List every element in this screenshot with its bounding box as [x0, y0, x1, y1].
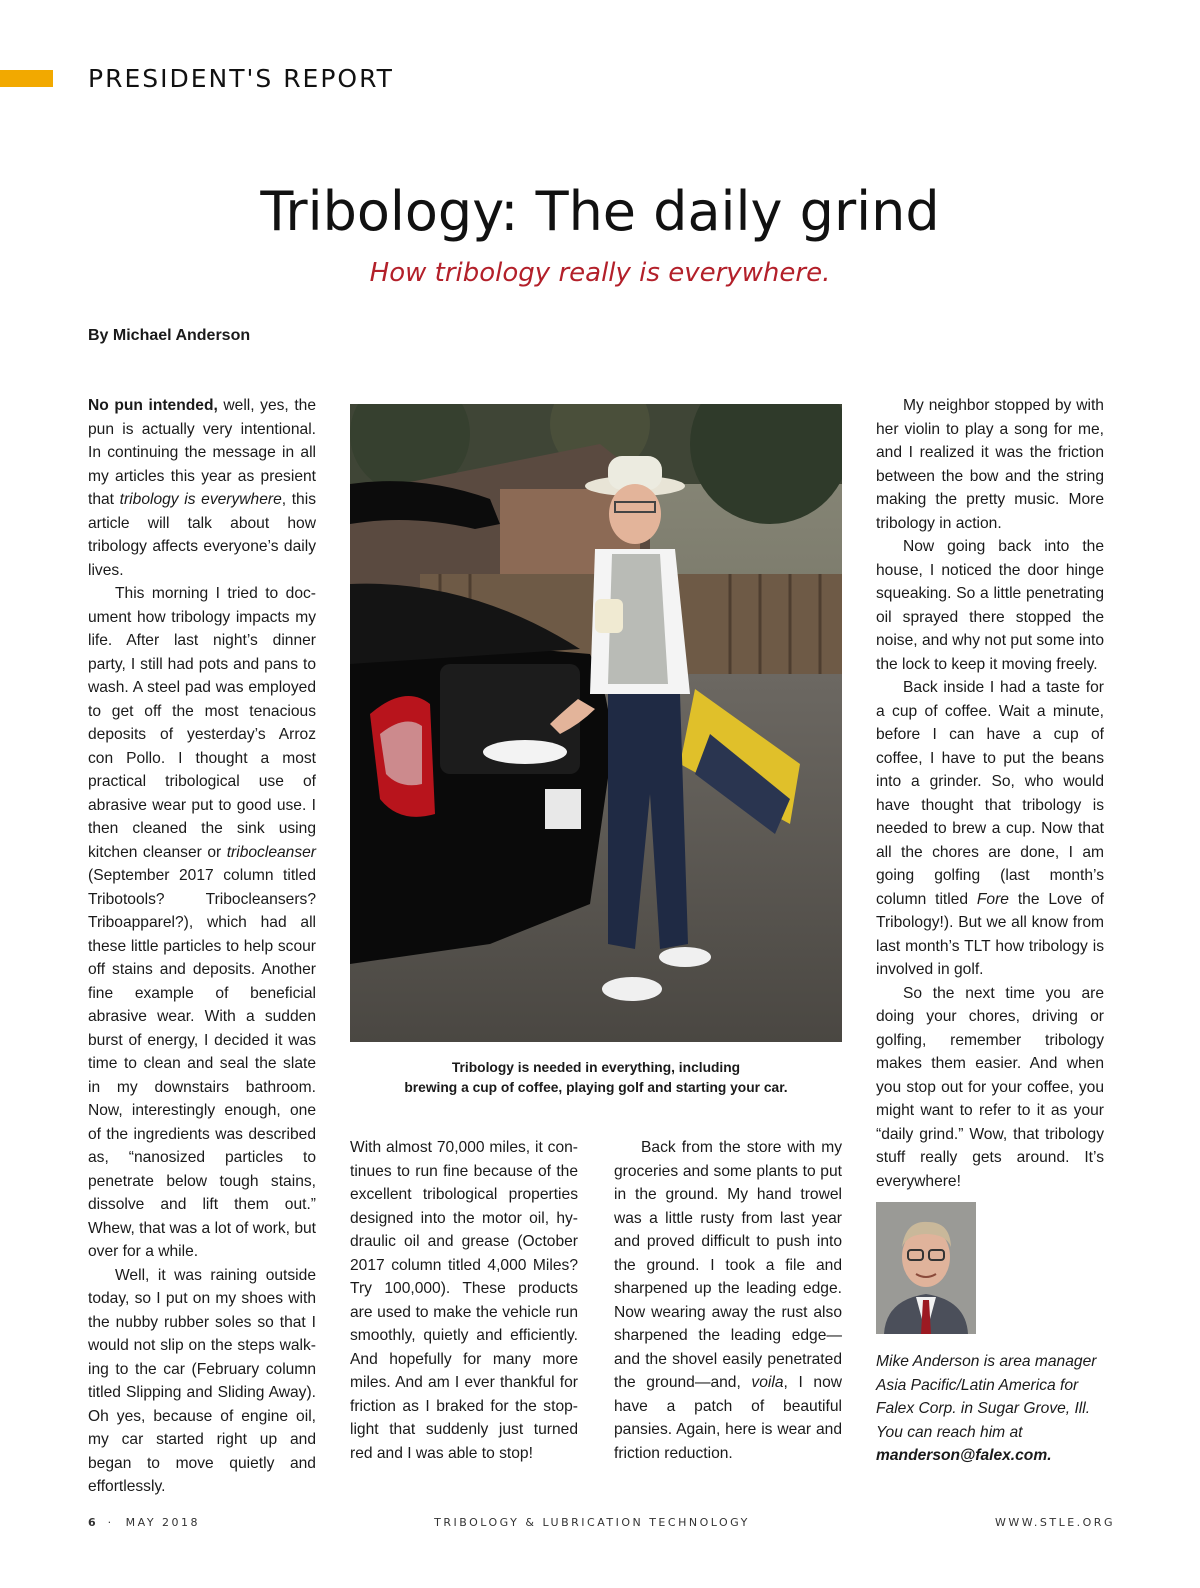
article-title: Tribology: The daily grind — [260, 180, 940, 243]
author-headshot — [876, 1202, 976, 1334]
author-bio: Mike Anderson is area manager Asia Pacific/Latin America for Falex Corp. in Sugar Grove, Ill. You can reach him at manderson@falex.com. — [876, 1353, 1097, 1464]
photo-caption: Tribology is needed in everything, including brewing a cup of coffee, playing golf and starting your car. — [404, 1060, 788, 1095]
footer-separator: · — [107, 1516, 114, 1529]
article-column-1 — [88, 394, 316, 1499]
footer-url: WWW.STLE.ORG — [995, 1516, 1115, 1529]
paragraph: My neighbor stopped by with her violin to play a song for me, and I realized it was the friction between the bow and the string making the pretty music. More tribology in action. — [876, 397, 1104, 532]
author-email[interactable]: manderson@falex.com. — [876, 1447, 1052, 1464]
byline: By Michael Anderson — [88, 327, 251, 344]
page-number: 6 — [88, 1516, 96, 1529]
article-column-2 — [350, 1136, 578, 1465]
paragraph: Well, it was raining outside today, so I put on my shoes with the nubby rubber soles so that I would not slip on the steps walking to the car (February column titled Slipping and Sliding Away). Oh yes, because of engine oil, my car started right up and began to move quietly and effortlessly. — [88, 1266, 316, 1495]
paragraph: Now going back into the house, I noticed the door hinge squeaking. So a little penetrating oil sprayed there stopped the noise, and why not put some into the lock to keep it moving freely. — [876, 538, 1104, 673]
footer-publication: TRIBOLOGY & LUBRICATION TECHNOLOGY — [434, 1516, 750, 1529]
article-column-4 — [876, 394, 1104, 1193]
issue-date: MAY 2018 — [125, 1516, 201, 1529]
section-accent-bar — [0, 70, 53, 87]
paragraph: Back inside I had a taste for a cup of coffee. Wait a minute, before I can have a cup of coffee, I have to put the beans into a grinder. So, who would have thought that tribology is needed to brew a cup. Now that all the chores are done, I am going golfing (last month’s column titled Fore the Love of Tribology!). But we all know from last month’s TLT how tribology is involved in golf. — [876, 679, 1105, 978]
paragraph: So the next time you are doing your chores, driving or golfing, remember tribology makes them easier. And when you stop out for your coffee, you might want to refer to it as your “daily grind.” Wow, that tribology stuff really gets around. It’s everywhere! — [876, 984, 1104, 1190]
article-column-3 — [614, 1136, 842, 1465]
paragraph: Back from the store with my groceries and some plants to put in the ground. My hand trowel was a little rusty from last year and proved difficult to push into the ground. I took a file and sharpened up the leading edge. Now wearing away the rust also sharpened the leading edge—and the shovel easily penetrated the ground—and, voila, I now have a patch of beautiful pansies. Again, here is wear and friction reduction. — [614, 1139, 843, 1462]
paragraph: With almost 70,000 miles, it continues to run fine because of the excellent tribological properties designed into the motor oil, hydraulic oil and grease (October 2017 column titled 4,000 Miles? Try 100,000). These products are used to make the vehicle run smoothly, quietly and efficiently. And hopefully for many more miles. And am I ever thankful for friction as I braked for the stoplight that suddenly just turned red and I was able to stop! — [350, 1139, 578, 1462]
lead-in: No pun intended, — [88, 397, 218, 414]
paragraph: No pun intended, well, yes, the pun is actually very intentional. In continuing the message in all my articles this year as presient that tribology is everywhere, this article will talk about how tribology affects everyone’s daily lives. — [88, 397, 316, 579]
section-label: PRESIDENT'S REPORT — [88, 64, 394, 93]
article-subtitle: How tribology really is everywhere. — [369, 258, 831, 288]
article-photo — [350, 404, 842, 1042]
paragraph: This morning I tried to document how tribology impacts my life. After last night’s dinner party, I still had pots and pans to wash. A steel pad was employed to get off the most tenacious deposits of yesterday’s Arroz con Pollo. I thought a most practical tribological use of abrasive wear put to good use. I then cleaned the sink using kitchen cleanser or tribocleanser (September 2017 column titled Tribotools? Tribocleansers? Triboapparel?), which had all these little particles to help scour off stains and deposits. Another fine example of beneficial abrasive wear. With a sudden burst of energy, I decided it was time to clean and seal the slate in my downstairs bathroom. Now, interestingly enough, one of the ingredients was described as, “nanosized particles to penetrate below tough stains, dissolve and lift them out.” Whew, that was a lot of work, but over for a while. — [88, 585, 316, 1260]
